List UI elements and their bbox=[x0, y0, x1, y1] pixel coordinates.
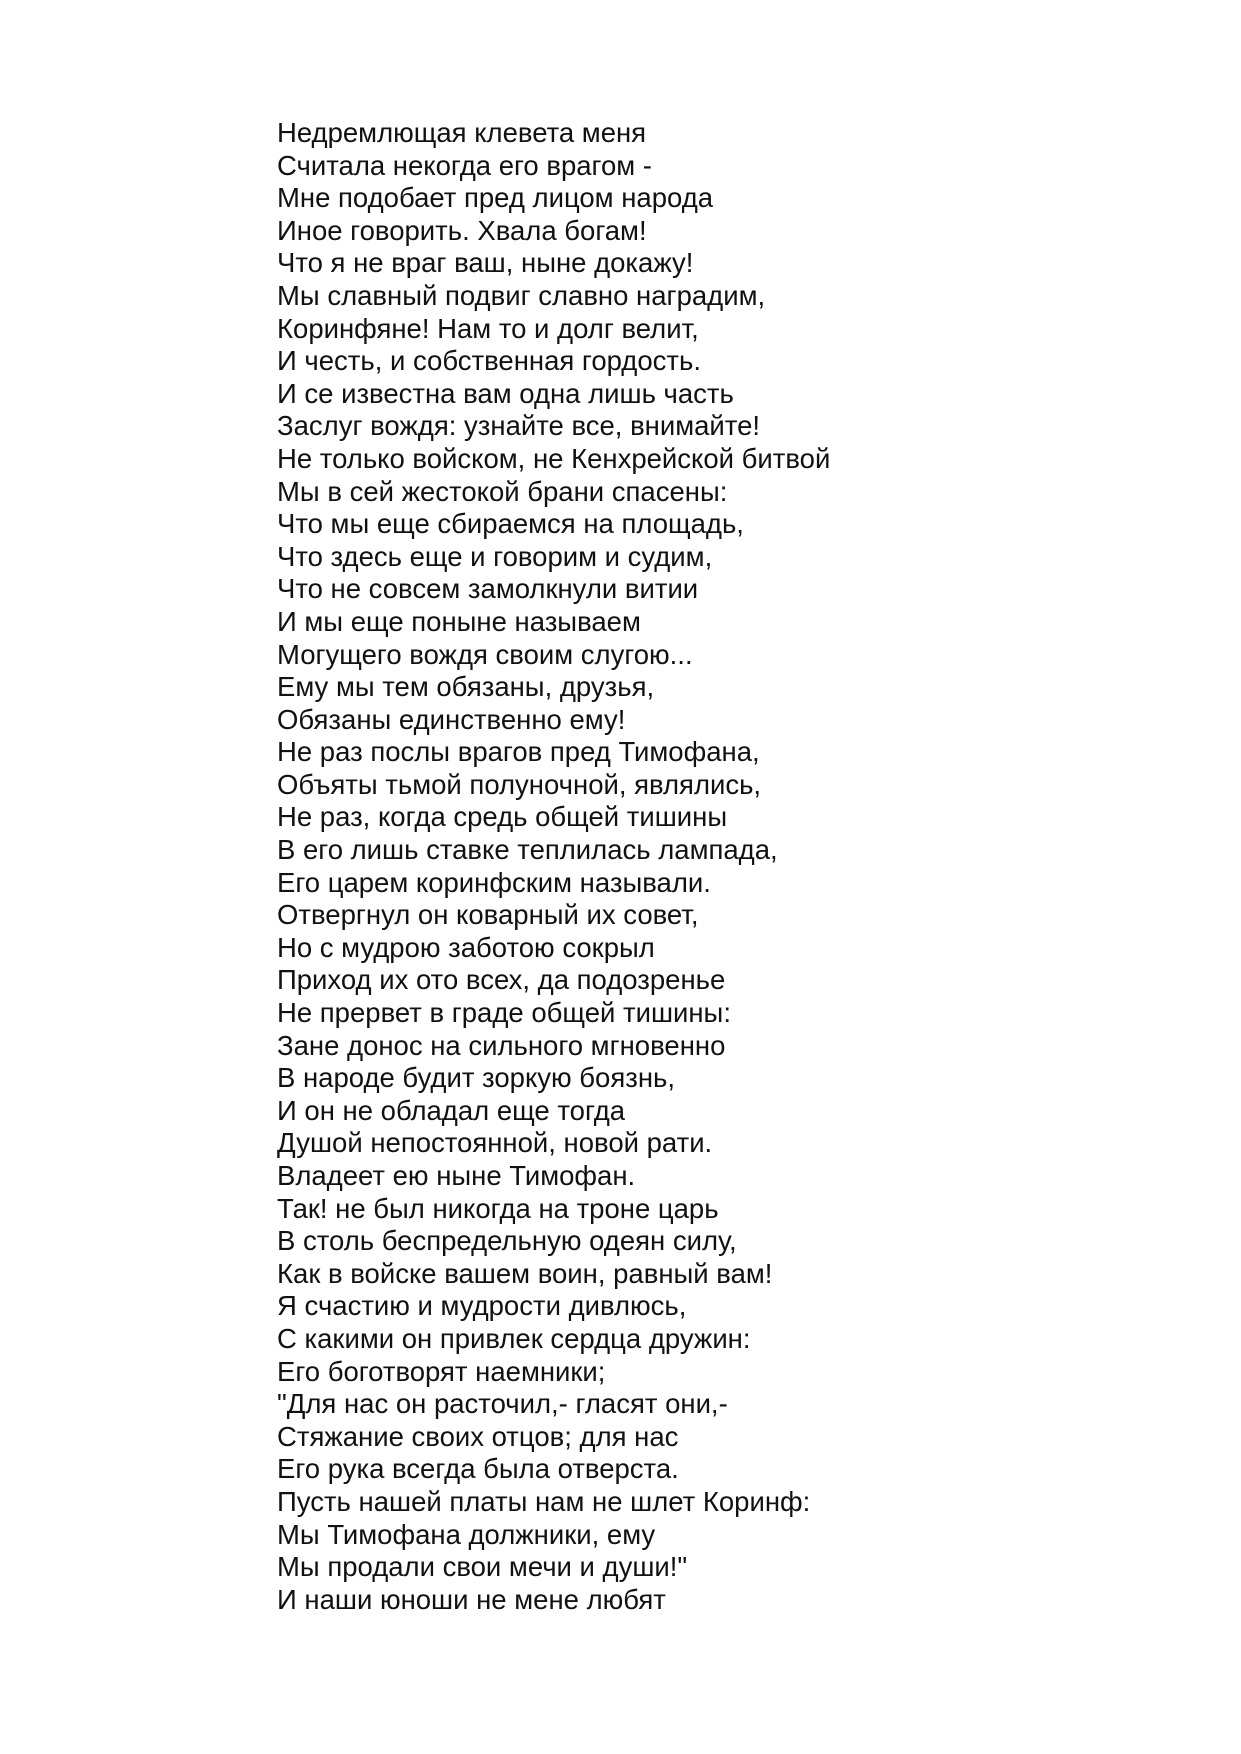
poem-line: Что не совсем замолкнули витии bbox=[277, 573, 699, 605]
poem-line: Мы славный подвиг славно наградим, bbox=[277, 279, 766, 311]
poem-line: Владеет ею ныне Тимофан. bbox=[277, 1160, 636, 1191]
poem-line: Мне подобает пред лицом народа bbox=[277, 182, 714, 214]
poem-line: Иное говорить. Хвала богам! bbox=[277, 214, 647, 246]
poem-line: Душой непостоянной, новой рати. bbox=[277, 1127, 713, 1159]
poem-line: Что мы еще сбираемся на площадь, bbox=[277, 508, 744, 540]
poem-line: Могущего вождя своим слугою... bbox=[277, 638, 693, 670]
poem-line: Мы продали свои мечи и души!" bbox=[277, 1551, 688, 1583]
poem-line: В народе будит зоркую боязнь, bbox=[277, 1062, 675, 1094]
poem-line: Зане донос на сильного мгновенно bbox=[277, 1029, 726, 1061]
poem-line: Не раз послы врагов пред Тимофана, bbox=[277, 736, 760, 768]
poem-line: Не раз, когда средь общей тишины bbox=[277, 801, 728, 833]
poem-line: Пусть нашей платы нам не шлет Коринф: bbox=[277, 1485, 811, 1517]
poem-line: Объяты тьмой полуночной, являлись, bbox=[277, 768, 762, 800]
poem-line: Что я не враг ваш, ныне докажу! bbox=[277, 247, 694, 279]
poem-line: Как в войске вашем воин, равный вам! bbox=[277, 1257, 773, 1289]
poem-line: Но с мудрою заботою сокрыл bbox=[277, 931, 655, 963]
poem-line: Заслуг вождя: узнайте все, внимайте! bbox=[277, 410, 761, 442]
poem-line: Его рука всегда была отверста. bbox=[277, 1453, 679, 1485]
poem-line: И наши юноши не мене любят bbox=[277, 1583, 666, 1615]
poem-line: Я счастию и мудрости дивлюсь, bbox=[277, 1290, 687, 1322]
poem-line: Мы в сей жестокой брани спасены: bbox=[277, 475, 728, 507]
poem-line: В столь беспредельную одеян силу, bbox=[277, 1225, 737, 1257]
poem-line: Считала некогда его врагом - bbox=[277, 149, 652, 181]
poem-line: В его лишь ставке теплилась лампада, bbox=[277, 834, 778, 866]
poem-line: Так! не был никогда на троне царь bbox=[277, 1192, 719, 1224]
poem-line: Ему мы тем обязаны, друзья, bbox=[277, 671, 655, 703]
poem-line: И се известна вам одна лишь часть bbox=[277, 377, 734, 409]
poem-line: Мы Тимофана должники, ему bbox=[277, 1518, 656, 1550]
poem-line: Его боготворят наемники; bbox=[277, 1355, 606, 1387]
poem-line: Не прервет в граде общей тишины: bbox=[277, 997, 731, 1029]
poem-line: Недремлющая клевета меня bbox=[277, 117, 647, 148]
poem-line: Обязаны единственно ему! bbox=[277, 703, 626, 735]
poem-line: Не только войском, не Кенхрейской битвой bbox=[277, 442, 831, 474]
poem-line: И честь, и собственная гордость. bbox=[277, 345, 701, 377]
poem-line: Отвергнул он коварный их совет, bbox=[277, 899, 699, 931]
poem-line: Что здесь еще и говорим и судим, bbox=[277, 540, 713, 572]
poem-line: Стяжание своих отцов; для нас bbox=[277, 1420, 679, 1452]
poem-line: Его царем коринфским называли. bbox=[277, 866, 711, 898]
poem-line: С какими он привлек сердца дружин: bbox=[277, 1322, 751, 1354]
poem-line: И он не обладал еще тогда bbox=[277, 1094, 626, 1126]
poem-text-block bbox=[277, 117, 830, 1616]
poem-line: "Для нас он расточил,- гласят они,- bbox=[277, 1388, 728, 1420]
poem-line: Приход их ото всех, да подозренье bbox=[277, 964, 726, 996]
poem-line: Коринфяне! Нам то и долг велит, bbox=[277, 312, 699, 344]
poem-line: И мы еще поныне называем bbox=[277, 605, 641, 637]
